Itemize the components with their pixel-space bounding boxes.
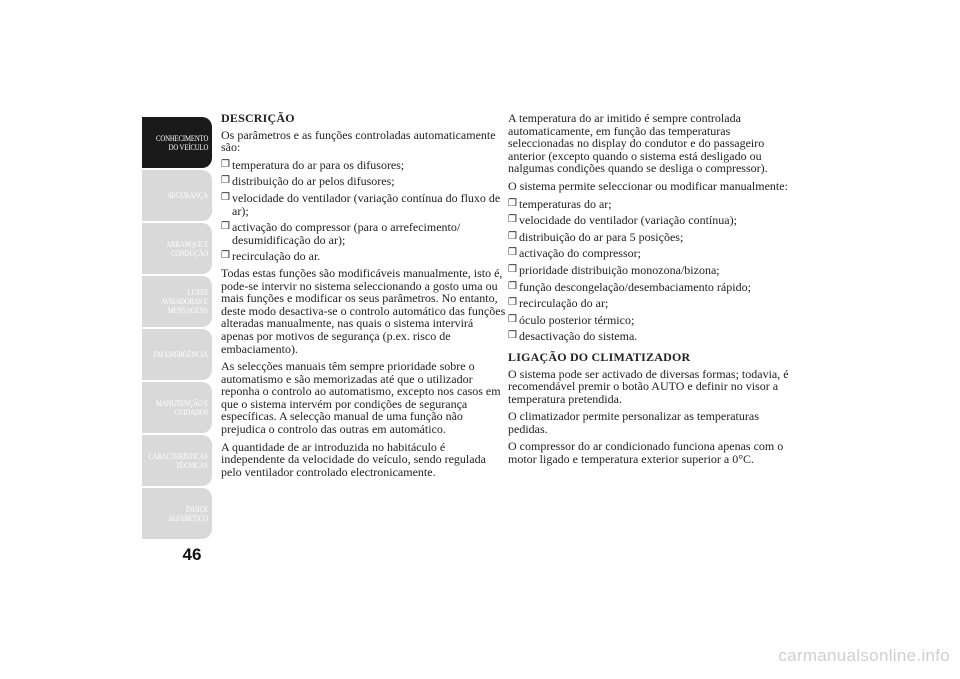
list-item-text: velocidade do ventilador (variação contínua do fluxo de ar); bbox=[232, 190, 501, 218]
tab-label: CONHECIMENTO DO VEÍCULO bbox=[155, 133, 208, 152]
checkbox-icon: ❒ bbox=[221, 158, 230, 170]
checkbox-icon: ❒ bbox=[508, 330, 517, 342]
paragraph: O compressor do ar condicionado funciona apenas com o motor ligado e temperatura exterior superior a 0°C. bbox=[508, 439, 784, 467]
manual-functions-list bbox=[508, 198, 793, 343]
checkbox-icon: ❒ bbox=[221, 191, 230, 203]
list-item-text: activação do compressor (para o arrefecimento/ desumidificação do ar); bbox=[232, 220, 461, 247]
list-item-text: distribuição do ar pelos difusores; bbox=[232, 174, 395, 189]
list-item bbox=[221, 159, 506, 172]
checkbox-icon: ❒ bbox=[221, 175, 230, 187]
list-item bbox=[508, 214, 793, 227]
tab-seguranca[interactable] bbox=[142, 170, 212, 221]
page-number: 46 bbox=[182, 545, 202, 564]
list-item-text: distribuição do ar para 5 posições; bbox=[519, 229, 684, 244]
list-item bbox=[508, 297, 793, 310]
tab-label: MANUTENÇÃO E CUIDADOS bbox=[155, 398, 208, 417]
checkbox-icon: ❒ bbox=[508, 214, 517, 226]
list-item bbox=[508, 198, 793, 211]
checkbox-icon: ❒ bbox=[221, 250, 230, 262]
checkbox-icon: ❒ bbox=[221, 221, 230, 233]
list-item bbox=[508, 330, 793, 343]
tab-label: EM EMERGÊNCIA bbox=[153, 350, 208, 359]
checkbox-icon: ❒ bbox=[508, 297, 517, 309]
tab-em-emergencia[interactable] bbox=[142, 329, 212, 380]
list-item-text: prioridade distribuição monozona/bizona; bbox=[519, 262, 720, 277]
paragraph: Todas estas funções são modificáveis manualmente, isto é, pode-se intervir no sistema seleccionando a gosto uma ou mais funções e modificar os seus parâmetros. No entanto, deste modo desactiva-se o controlo automático das funções alteradas manualmente, nas quais o sistema intervirá apenas por motivos de segurança (p.ex. risco de embaciamento). bbox=[221, 265, 506, 356]
list-item bbox=[221, 192, 506, 217]
tab-conhecimento-do-veiculo[interactable] bbox=[142, 117, 212, 168]
list-item-text: desactivação do sistema. bbox=[519, 329, 638, 344]
paragraph: As selecções manuais têm sempre prioridade sobre o automatismo e são memorizadas até que o utilizador reponha o controlo ao automatismo, excepto nos casos em que o sistema intervém por condições de segurança específicas. A selecção manual de uma função não prejudica o controlo das outras em automático. bbox=[221, 359, 501, 437]
list-item bbox=[508, 264, 793, 277]
list-item bbox=[221, 175, 506, 188]
tab-indice-alfabetico[interactable] bbox=[142, 488, 212, 539]
sidebar-nav bbox=[142, 117, 212, 541]
list-item bbox=[508, 231, 793, 244]
list-item bbox=[221, 250, 506, 263]
intro-paragraph: Os parâmetros e as funções controladas automaticamente são: bbox=[221, 127, 496, 155]
tab-arranque-e-conducao[interactable] bbox=[142, 223, 212, 274]
tab-luzes-avisadoras[interactable] bbox=[142, 276, 212, 327]
list-item bbox=[508, 314, 793, 327]
section-heading: DESCRIÇÃO bbox=[221, 111, 295, 125]
list-item-text: função descongelação/desembaciamento rápido; bbox=[519, 279, 751, 294]
list-item-text: temperaturas do ar; bbox=[519, 196, 612, 211]
watermark: carmanualsonline.info bbox=[778, 646, 950, 665]
checkbox-icon: ❒ bbox=[508, 280, 517, 292]
list-item bbox=[508, 281, 793, 294]
checkbox-icon: ❒ bbox=[508, 230, 517, 242]
paragraph: A temperatura do ar imitido é sempre controlada automaticamente, em função das temperaturas seleccionadas no display do condutor e do passageiro anterior (excepto quando o sistema está desligado ou nalgumas condições quando se desliga o compressor). bbox=[508, 111, 768, 176]
list-item bbox=[221, 221, 506, 246]
paragraph: O climatizador permite personalizar as temperaturas pedidas. bbox=[508, 409, 759, 436]
list-item bbox=[508, 247, 793, 260]
list-item-text: activação do compressor; bbox=[519, 246, 641, 261]
tab-manutencao-e-cuidados[interactable] bbox=[142, 382, 212, 433]
right-column bbox=[508, 112, 793, 471]
list-item-text: velocidade do ventilador (variação contínua); bbox=[519, 213, 737, 228]
paragraph: A quantidade de ar introduzida no habitáculo é independente da velocidade do veículo, sendo regulada pelo ventilador controlado electronicamente. bbox=[221, 439, 486, 479]
list-item-text: temperatura do ar para os difusores; bbox=[232, 157, 405, 172]
tab-label: LUZES AVISADORAS E MENSAGENS bbox=[160, 288, 208, 315]
list-item-text: recirculação do ar. bbox=[232, 249, 321, 264]
paragraph: O sistema pode ser activado de diversas formas; todavia, é recomendável premir o botão AUTO e definir no visor a temperatura pretendida. bbox=[508, 366, 789, 406]
list-item-text: óculo posterior térmico; bbox=[519, 312, 635, 327]
checkbox-icon: ❒ bbox=[508, 313, 517, 325]
checkbox-icon: ❒ bbox=[508, 263, 517, 275]
tab-label: ARRANQUE E CONDUÇÃO bbox=[165, 239, 208, 258]
paragraph: O sistema permite seleccionar ou modificar manualmente: bbox=[508, 178, 788, 193]
checkbox-icon: ❒ bbox=[508, 197, 517, 209]
tab-label: SEGURANÇA bbox=[167, 191, 208, 200]
left-column bbox=[221, 112, 506, 483]
checkbox-icon: ❒ bbox=[508, 247, 517, 259]
tab-label: CARACTERÍSTICAS TÉCNICAS bbox=[148, 451, 208, 470]
auto-functions-list bbox=[221, 159, 506, 263]
tab-label: ÍNDICE ALFABÉTICO bbox=[167, 504, 208, 523]
list-item-text: recirculação do ar; bbox=[519, 296, 609, 311]
section-heading: LIGAÇÃO DO CLIMATIZADOR bbox=[508, 349, 691, 364]
tab-caracteristicas-tecnicas[interactable] bbox=[142, 435, 212, 486]
